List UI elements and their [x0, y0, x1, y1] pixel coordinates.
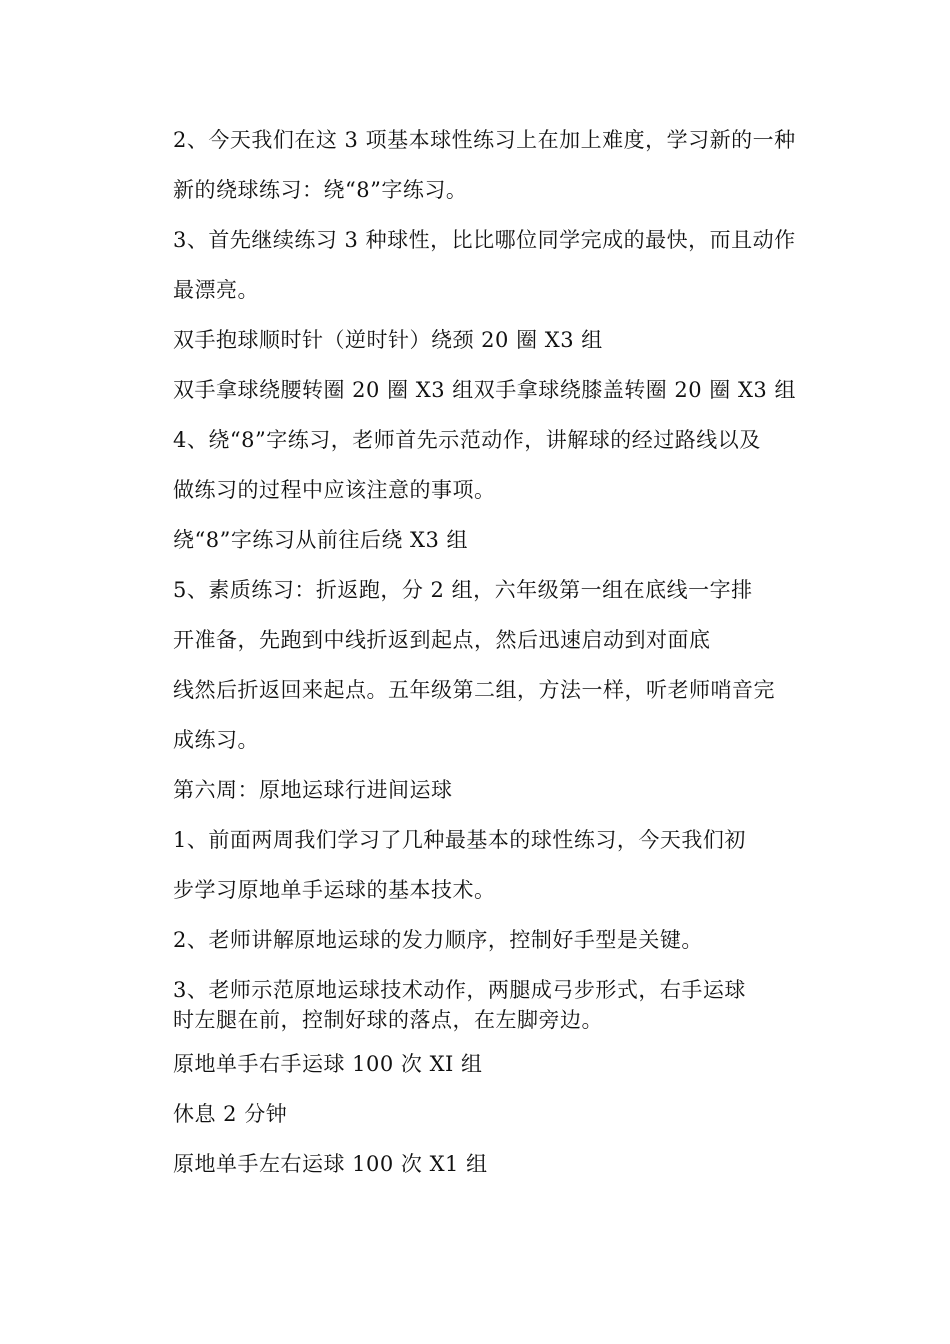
paragraph-line: 新的绕球练习：绕“8”字练习。	[173, 178, 468, 202]
paragraph-line: 4、绕“8”字练习，老师首先示范动作，讲解球的经过路线以及	[173, 428, 761, 452]
paragraph-line: 3、老师示范原地运球技术动作，两腿成弓步形式，右手运球	[173, 978, 746, 1002]
paragraph-line: 双手拿球绕腰转圈 20 圈 X3 组双手拿球绕膝盖转圈 20 圈 X3 组	[173, 378, 796, 402]
paragraph-line: 步学习原地单手运球的基本技术。	[173, 878, 496, 902]
paragraph-line: 5、素质练习：折返跑，分 2 组，六年级第一组在底线一字排	[173, 578, 753, 602]
paragraph-line: 最漂亮。	[173, 278, 259, 302]
paragraph-line: 1、前面两周我们学习了几种最基本的球性练习，今天我们初	[173, 828, 746, 852]
paragraph-line: 成练习。	[173, 728, 259, 752]
paragraph-line: 双手抱球顺时针（逆时针）绕颈 20 圈 X3 组	[173, 328, 603, 352]
paragraph-line: 3、首先继续练习 3 种球性，比比哪位同学完成的最快，而且动作	[173, 228, 796, 252]
paragraph-line: 开准备，先跑到中线折返到起点，然后迅速启动到对面底	[173, 628, 711, 652]
paragraph-line: 绕“8”字练习从前往后绕 X3 组	[173, 528, 468, 552]
paragraph-line: 2、老师讲解原地运球的发力顺序，控制好手型是关键。	[173, 928, 703, 952]
paragraph-line: 原地单手右手运球 100 次 XI 组	[173, 1052, 483, 1076]
paragraph-line: 原地单手左右运球 100 次 X1 组	[173, 1152, 488, 1176]
paragraph-line: 时左腿在前，控制好球的落点，在左脚旁边。	[173, 1008, 603, 1032]
paragraph-line: 线然后折返回来起点。五年级第二组，方法一样，听老师哨音完	[173, 678, 775, 702]
paragraph-line: 做练习的过程中应该注意的事项。	[173, 478, 496, 502]
paragraph-line: 2、今天我们在这 3 项基本球性练习上在加上难度，学习新的一种	[173, 128, 796, 152]
paragraph-line: 休息 2 分钟	[173, 1102, 288, 1126]
section-heading: 第六周：原地运球行进间运球	[173, 778, 453, 802]
